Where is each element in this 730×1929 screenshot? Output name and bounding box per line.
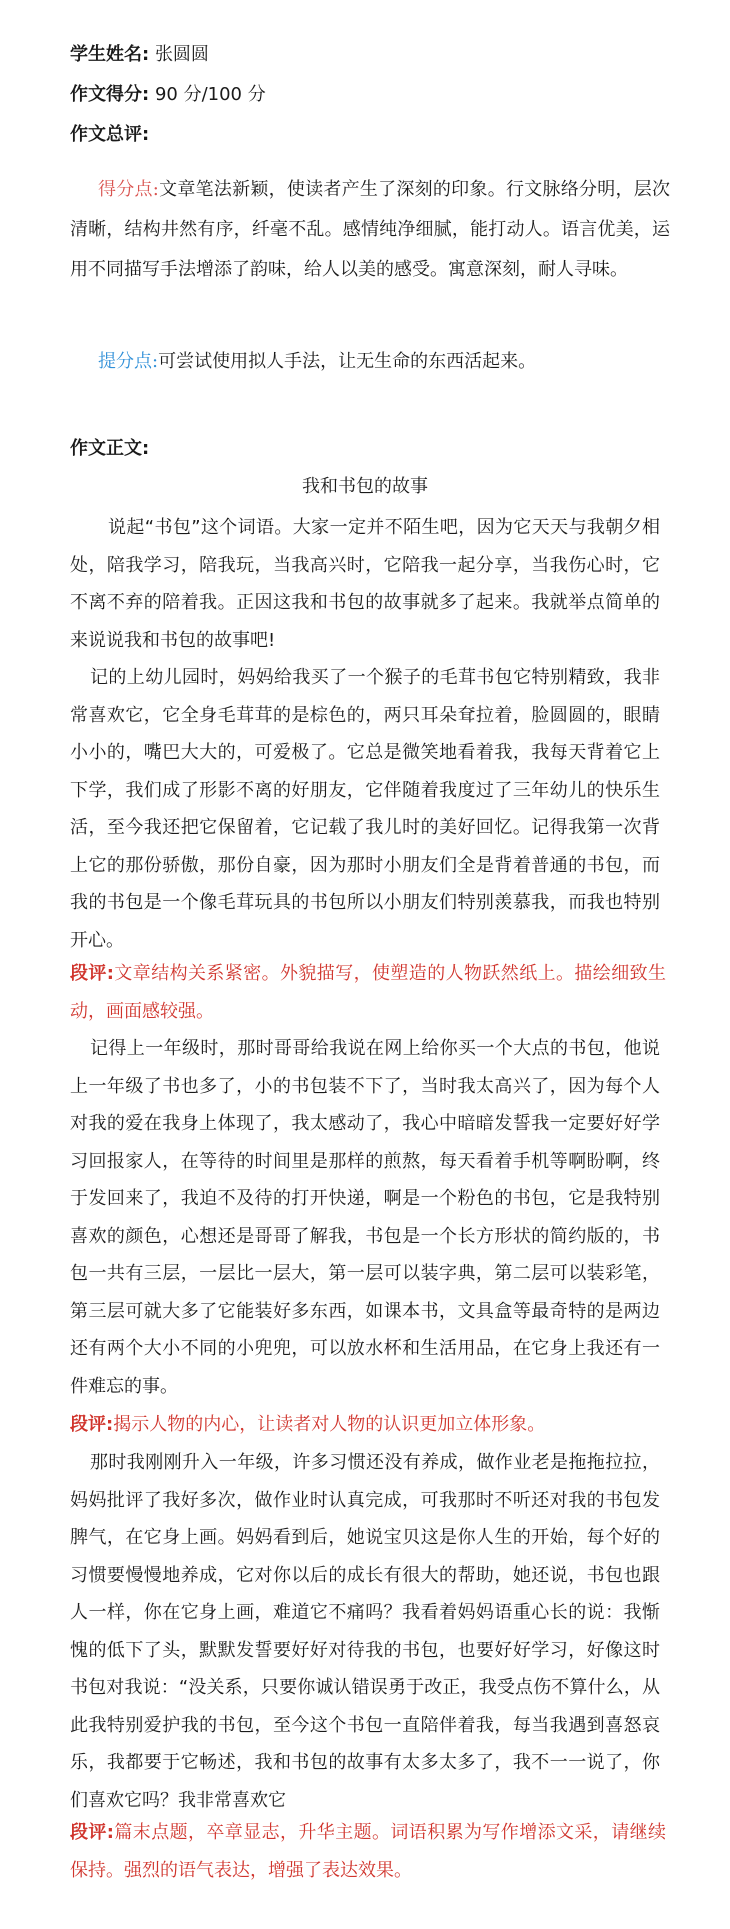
- improvement-points-label: 提分点:: [98, 351, 159, 372]
- scoring-points-comment: [70, 170, 670, 290]
- paragraph-review-text: 篇末点题，卒章显志，升华主题。词语积累为写作增添文采，请继续保持。强烈的语气表达，增强了表达效果。: [70, 1822, 666, 1881]
- essay-paragraph-1: 说起“书包”这个词语。大家一定并不陌生吧，因为它天天与我朝夕相处，陪我学习，陪我玩，当我高兴时，它陪我一起分享，当我伤心时，它不离不弃的陪着我。正因这我和书包的故事就多了起来。我就举点简单的来说说我和书包的故事吧!: [70, 517, 660, 651]
- scoring-points-label: 得分点:: [98, 179, 159, 200]
- essay-score-label: 作文得分:: [70, 84, 150, 105]
- paragraph-review-3: [70, 1814, 666, 1889]
- overall-review-heading: [70, 122, 149, 148]
- paragraph-review-label: 段评:: [70, 963, 114, 984]
- paragraph-review-label: 段评:: [70, 1414, 114, 1435]
- essay-score-line: [70, 82, 266, 108]
- essay-body-heading: [70, 436, 149, 462]
- scoring-points-text: 文章笔法新颖，使读者产生了深刻的印象。行文脉络分明，层次清晰，结构井然有序，纤毫不乱。感情纯净细腻，能打动人。语言优美，运用不同描写手法增添了韵味，给人以美的感受。寓意深刻，耐人寻味。: [70, 179, 670, 280]
- paragraph-review-label: 段评:: [70, 1822, 114, 1843]
- essay-paragraph-2: 记的上幼儿园时，妈妈给我买了一个猴子的毛茸书包它特别精致，我非常喜欢它，它全身毛茸茸的是棕色的，两只耳朵耷拉着，脸圆圆的，眼睛小小的，嘴巴大大的，可爱极了。它总是微笑地看着我，我每天背着它上下学，我们成了形影不离的好朋友，它伴随着我度过了三年幼儿的快乐生活，至今我还把它保留着，它记载了我儿时的美好回忆。记得我第一次背上它的那份骄傲，那份自豪，因为那时小朋友们全是背着普通的书包，而我的书包是一个像毛茸玩具的书包所以小朋友们特别羡慕我，而我也特别开心。: [70, 667, 660, 951]
- student-name-line: [70, 42, 209, 68]
- improvement-points-text: 可尝试使用拟人手法，让无生命的东西活起来。: [158, 351, 537, 372]
- student-name-label: 学生姓名:: [70, 44, 150, 65]
- paragraph-review-2: [70, 1406, 666, 1444]
- improvement-points-comment: [70, 342, 670, 382]
- essay-paragraph-3: 记得上一年级时，那时哥哥给我说在网上给你买一个大点的书包，他说上一年级了书也多了，小的书包装不下了，当时我太高兴了，因为每个人对我的爱在我身上体现了，我太感动了，我心中暗暗发誓我一定要好好学习回报家人，在等待的时间里是那样的煎熬，每天看着手机等啊盼啊，终于发回来了，我迫不及待的打开快递，啊是一个粉色的书包，它是我特别喜欢的颜色，心想还是哥哥了解我，书包是一个长方形状的简约版的，书包一共有三层，一层比一层大，第一层可以装字典，第二层可以装彩笔，第三层可就大多了它能装好多东西，如课本书，文具盒等最奇特的是两边还有两个大小不同的小兜兜，可以放水杯和生活用品，在它身上我还有一件难忘的事。: [70, 1038, 660, 1397]
- paragraph-review-1: [70, 955, 666, 1030]
- essay-score-value: 90 分/100 分: [154, 84, 266, 105]
- student-name-value: 张圆圆: [154, 44, 209, 65]
- essay-body-label: 作文正文:: [70, 438, 150, 459]
- essay-title: 我和书包的故事: [302, 476, 428, 497]
- paragraph-review-text: 揭示人物的内心，让读者对人物的认识更加立体形象。: [113, 1414, 546, 1435]
- paragraph-review-text: 文章结构关系紧密。外貌描写，使塑造的人物跃然纸上。描绘细致生动，画面感较强。: [70, 963, 666, 1022]
- essay-paragraph-4: 那时我刚刚升入一年级，许多习惯还没有养成，做作业老是拖拖拉拉，妈妈批评了我好多次，做作业时认真完成，可我那时不听还对我的书包发脾气，在它身上画。妈妈看到后，她说宝贝这是你人生的开始，每个好的习惯要慢慢地养成，它对你以后的成长有很大的帮助，她还说，书包也跟人一样，你在它身上画，难道它不痛吗？我看着妈妈语重心长的说：我惭愧的低下了头，默默发誓要好好对待我的书包，也要好好学习，好像这时书包对我说：“没关系，只要你诚认错误勇于改正，我受点伤不算什么，从此我特别爱护我的书包，至今这个书包一直陪伴着我，每当我遇到喜怒哀乐，我都要于它畅述，我和书包的故事有太多太多了，我不一一说了，你们喜欢它吗？我非常喜欢它: [70, 1452, 660, 1811]
- overall-review-label: 作文总评:: [70, 124, 150, 145]
